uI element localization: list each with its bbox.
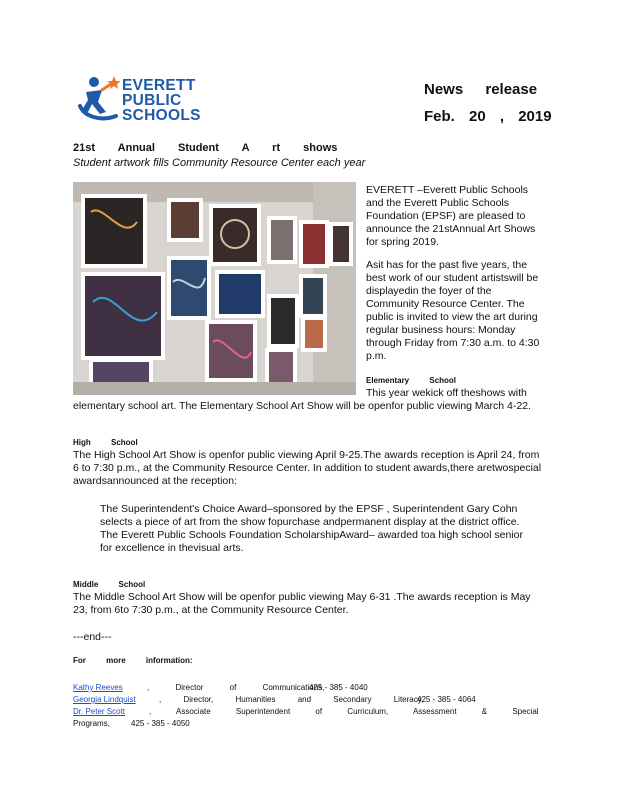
elementary-text: elementary school art. The Elementary School Art Show will be openfor public viewing March 4-22. (73, 400, 531, 412)
list-item: The Superintendent's Choice Award–sponsored by the EPSF , Superintendent Gary Cohn selects a piece of art from the show fopurchase andpermanent display at the district office. (100, 503, 520, 528)
contact-role: , Director of Communications, (147, 683, 325, 692)
viewing-hours-paragraph: Asit has for the past five years, the best work of our student artistswill be displayedin the foyer of the Community Resource Center. The public is invited to view the art during regular business hours: Monday through Friday from 7:30 a.m. to 4:30 p.m. (366, 259, 540, 362)
contact-role: Programs, (73, 719, 110, 728)
logo-wordmark: EVERETT PUBLIC SCHOOLS (122, 77, 201, 124)
middle-school-heading: Middle School (73, 580, 146, 589)
high-school-heading: High School (73, 438, 138, 447)
page-title: 21st Annual Student A rt shows (73, 142, 338, 154)
elementary-text-line: This year wekick off theshows with (366, 387, 527, 399)
middle-school-text: The Middle School Art Show will be openfor public viewing May 6-31 .The awards reception is May 23, from 6to 7:30 p.m., at the Community Resource Center. (73, 591, 531, 616)
contact-row (73, 694, 483, 706)
high-school-text: The High School Art Show is openfor public viewing April 9-25.The awards reception is April 24, from 6 to 7:30 p.m., at the Community Resource Center. In addition to student awards,there aretwospecial awardsannounced at the reception: (73, 449, 542, 487)
awards-list (82, 503, 532, 555)
contact-phone: 425 - 385 - 4040 (309, 683, 368, 692)
news-release-label: News release (424, 81, 538, 98)
contact-phone: 425 - 385 - 4050 (131, 719, 190, 728)
list-item: The Everett Public Schools Foundation ScholarshipAward– awarded toa high school senior for excellence in thevisual arts. (100, 529, 523, 554)
contact-link-georgia-lindquist[interactable]: Georgia Lindquist (73, 695, 136, 704)
contact-row (73, 682, 483, 694)
contact-role: , Associate Superintendent of Curriculum, Assessment & Special (149, 707, 539, 716)
intro-paragraph: EVERETT –Everett Public Schools and the Everett Public Schools Foundation (EPSF) are pleased to announce the 21stAnnual Art Shows for spring 2019. (366, 184, 536, 248)
contact-link-peter-scott[interactable]: Dr. Peter Scott (73, 707, 126, 716)
page-subtitle: Student artwork fills Community Resource Center each year (73, 157, 366, 169)
logo-figure-icon (76, 72, 120, 128)
contact-role: , Director, Humanities and Secondary Literacy, (159, 695, 424, 704)
release-date: Feb. 20 , 2019 (424, 108, 552, 125)
contact-row (73, 706, 539, 718)
contacts-block (73, 682, 539, 730)
contact-row (73, 718, 483, 730)
art-show-photo (73, 182, 356, 395)
end-marker: ---end--- (73, 631, 112, 643)
district-logo (76, 72, 226, 128)
contact-link-kathy-reeves[interactable]: Kathy Reeves (73, 683, 123, 692)
elementary-heading: Elementary School (366, 376, 457, 385)
more-info-heading: For more information: (73, 656, 193, 665)
contact-phone: 425 - 385 - 4064 (417, 695, 476, 704)
